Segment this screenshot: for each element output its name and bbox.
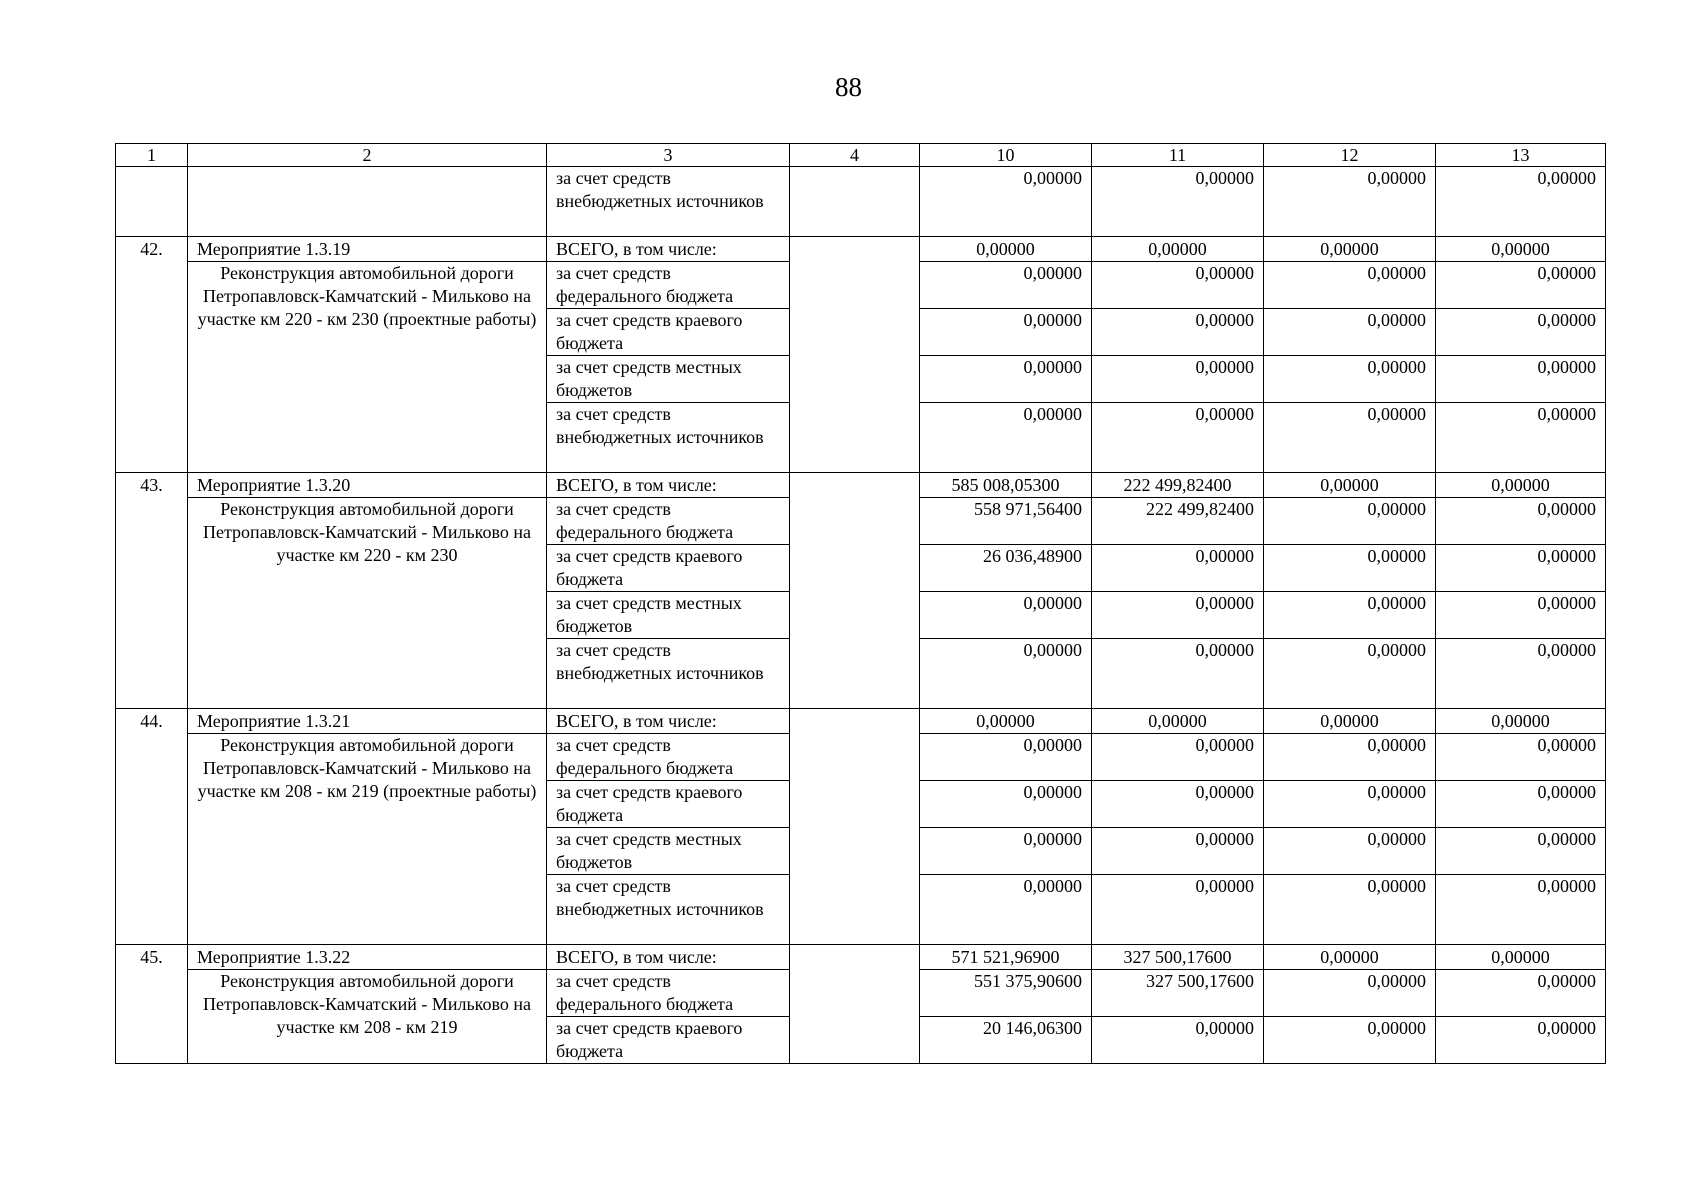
table-row xyxy=(116,167,1606,237)
total-value-cell: 222 499,82400 xyxy=(1092,473,1264,498)
value-cell: 0,00000 xyxy=(1264,498,1436,545)
value-cell: 0,00000 xyxy=(920,828,1092,875)
value-cell: 0,00000 xyxy=(920,781,1092,828)
header-cell: 10 xyxy=(920,144,1092,167)
total-value-cell: 0,00000 xyxy=(1264,945,1436,970)
empty-cell xyxy=(790,709,920,945)
total-value-cell: 571 521,96900 xyxy=(920,945,1092,970)
value-cell: 0,00000 xyxy=(1264,828,1436,875)
event-title-cell: Мероприятие 1.3.21 xyxy=(188,709,547,734)
value-cell: 0,00000 xyxy=(1436,781,1606,828)
total-value-cell: 585 008,05300 xyxy=(920,473,1092,498)
funding-source-cell: за счет средств федерального бюджета xyxy=(547,498,790,545)
value-cell: 0,00000 xyxy=(1264,167,1436,237)
value-cell: 0,00000 xyxy=(1264,970,1436,1017)
total-value-cell: 0,00000 xyxy=(920,709,1092,734)
funding-source-cell: за счет средств внебюджетных источников xyxy=(547,167,790,237)
value-cell: 0,00000 xyxy=(1436,970,1606,1017)
value-cell: 0,00000 xyxy=(1436,498,1606,545)
row-number-cell xyxy=(116,167,188,237)
header-cell: 3 xyxy=(547,144,790,167)
total-label-cell: ВСЕГО, в том числе: xyxy=(547,709,790,734)
value-cell: 0,00000 xyxy=(1264,262,1436,309)
table-row xyxy=(116,709,1606,734)
value-cell: 0,00000 xyxy=(1436,545,1606,592)
value-cell: 0,00000 xyxy=(1436,356,1606,403)
empty-cell xyxy=(790,473,920,709)
value-cell: 0,00000 xyxy=(1436,309,1606,356)
description-cell xyxy=(188,167,547,237)
page-number: 88 xyxy=(835,72,862,102)
total-value-cell: 0,00000 xyxy=(1264,237,1436,262)
value-cell: 20 146,06300 xyxy=(920,1017,1092,1064)
value-cell: 0,00000 xyxy=(1092,639,1264,709)
value-cell: 0,00000 xyxy=(1092,403,1264,473)
value-cell: 0,00000 xyxy=(1264,356,1436,403)
total-value-cell: 0,00000 xyxy=(1436,945,1606,970)
funding-source-cell: за счет средств местных бюджетов xyxy=(547,828,790,875)
value-cell: 0,00000 xyxy=(1092,262,1264,309)
row-number-cell: 43. xyxy=(116,473,188,709)
value-cell: 0,00000 xyxy=(1436,167,1606,237)
value-cell: 0,00000 xyxy=(1092,592,1264,639)
value-cell: 0,00000 xyxy=(920,262,1092,309)
value-cell: 0,00000 xyxy=(1436,1017,1606,1064)
event-title-cell: Мероприятие 1.3.20 xyxy=(188,473,547,498)
value-cell: 0,00000 xyxy=(1436,875,1606,945)
total-value-cell: 0,00000 xyxy=(1092,709,1264,734)
value-cell: 0,00000 xyxy=(920,309,1092,356)
value-cell: 0,00000 xyxy=(1436,592,1606,639)
header-cell: 11 xyxy=(1092,144,1264,167)
value-cell: 0,00000 xyxy=(1436,828,1606,875)
value-cell: 558 971,56400 xyxy=(920,498,1092,545)
description-cell: Реконструкция автомобильной дороги Петропавловск-Камчатский - Мильково на участке км 220 - км 230 xyxy=(188,498,547,709)
event-title-cell: Мероприятие 1.3.22 xyxy=(188,945,547,970)
funding-source-cell: за счет средств федерального бюджета xyxy=(547,734,790,781)
value-cell: 0,00000 xyxy=(1264,734,1436,781)
value-cell: 327 500,17600 xyxy=(1092,970,1264,1017)
value-cell: 0,00000 xyxy=(1264,639,1436,709)
description-cell: Реконструкция автомобильной дороги Петропавловск-Камчатский - Мильково на участке км 208 - км 219 (проектные работы) xyxy=(188,734,547,945)
total-value-cell: 0,00000 xyxy=(1264,709,1436,734)
total-value-cell: 0,00000 xyxy=(1436,473,1606,498)
empty-cell xyxy=(790,237,920,473)
funding-source-cell: за счет средств местных бюджетов xyxy=(547,592,790,639)
value-cell: 0,00000 xyxy=(1264,592,1436,639)
header-cell: 13 xyxy=(1436,144,1606,167)
row-number-cell: 44. xyxy=(116,709,188,945)
value-cell: 0,00000 xyxy=(920,592,1092,639)
value-cell: 0,00000 xyxy=(920,875,1092,945)
value-cell: 0,00000 xyxy=(1092,828,1264,875)
total-label-cell: ВСЕГО, в том числе: xyxy=(547,237,790,262)
value-cell: 0,00000 xyxy=(920,403,1092,473)
funding-source-cell: за счет средств краевого бюджета xyxy=(547,781,790,828)
funding-source-cell: за счет средств краевого бюджета xyxy=(547,545,790,592)
total-value-cell: 0,00000 xyxy=(1092,237,1264,262)
total-value-cell: 0,00000 xyxy=(1436,237,1606,262)
value-cell: 0,00000 xyxy=(1092,356,1264,403)
funding-source-cell: за счет средств федерального бюджета xyxy=(547,970,790,1017)
row-number-cell: 45. xyxy=(116,945,188,1064)
event-title-cell: Мероприятие 1.3.19 xyxy=(188,237,547,262)
value-cell: 0,00000 xyxy=(1436,262,1606,309)
value-cell: 0,00000 xyxy=(1264,545,1436,592)
value-cell: 0,00000 xyxy=(1264,309,1436,356)
funding-source-cell: за счет средств внебюджетных источников xyxy=(547,639,790,709)
value-cell: 0,00000 xyxy=(920,734,1092,781)
value-cell: 0,00000 xyxy=(1264,781,1436,828)
value-cell: 0,00000 xyxy=(1092,1017,1264,1064)
value-cell: 0,00000 xyxy=(920,167,1092,237)
row-number-cell: 42. xyxy=(116,237,188,473)
description-cell: Реконструкция автомобильной дороги Петропавловск-Камчатский - Мильково на участке км 208 - км 219 xyxy=(188,970,547,1064)
total-value-cell: 0,00000 xyxy=(1436,709,1606,734)
value-cell: 0,00000 xyxy=(1092,545,1264,592)
value-cell: 0,00000 xyxy=(1436,734,1606,781)
table-row xyxy=(116,473,1606,498)
budget-table xyxy=(115,143,1606,1064)
total-label-cell: ВСЕГО, в том числе: xyxy=(547,473,790,498)
total-value-cell: 0,00000 xyxy=(1264,473,1436,498)
funding-source-cell: за счет средств федерального бюджета xyxy=(547,262,790,309)
funding-source-cell: за счет средств краевого бюджета xyxy=(547,309,790,356)
empty-cell xyxy=(790,167,920,237)
total-label-cell: ВСЕГО, в том числе: xyxy=(547,945,790,970)
funding-source-cell: за счет средств внебюджетных источников xyxy=(547,875,790,945)
value-cell: 0,00000 xyxy=(1092,734,1264,781)
funding-source-cell: за счет средств местных бюджетов xyxy=(547,356,790,403)
value-cell: 0,00000 xyxy=(1264,1017,1436,1064)
value-cell: 0,00000 xyxy=(1092,167,1264,237)
value-cell: 0,00000 xyxy=(1264,875,1436,945)
header-cell: 4 xyxy=(790,144,920,167)
value-cell: 0,00000 xyxy=(1092,309,1264,356)
value-cell: 0,00000 xyxy=(1436,639,1606,709)
header-row xyxy=(116,144,1606,167)
table-row xyxy=(116,945,1606,970)
value-cell: 0,00000 xyxy=(1092,781,1264,828)
description-cell: Реконструкция автомобильной дороги Петропавловск-Камчатский - Мильково на участке км 220 - км 230 (проектные работы) xyxy=(188,262,547,473)
table-row xyxy=(116,237,1606,262)
value-cell: 551 375,90600 xyxy=(920,970,1092,1017)
header-cell: 12 xyxy=(1264,144,1436,167)
value-cell: 0,00000 xyxy=(920,639,1092,709)
empty-cell xyxy=(790,945,920,1064)
total-value-cell: 327 500,17600 xyxy=(1092,945,1264,970)
value-cell: 0,00000 xyxy=(1436,403,1606,473)
funding-source-cell: за счет средств внебюджетных источников xyxy=(547,403,790,473)
header-cell: 2 xyxy=(188,144,547,167)
value-cell: 0,00000 xyxy=(1092,875,1264,945)
funding-source-cell: за счет средств краевого бюджета xyxy=(547,1017,790,1064)
value-cell: 26 036,48900 xyxy=(920,545,1092,592)
total-value-cell: 0,00000 xyxy=(920,237,1092,262)
value-cell: 222 499,82400 xyxy=(1092,498,1264,545)
value-cell: 0,00000 xyxy=(1264,403,1436,473)
value-cell: 0,00000 xyxy=(920,356,1092,403)
header-cell: 1 xyxy=(116,144,188,167)
